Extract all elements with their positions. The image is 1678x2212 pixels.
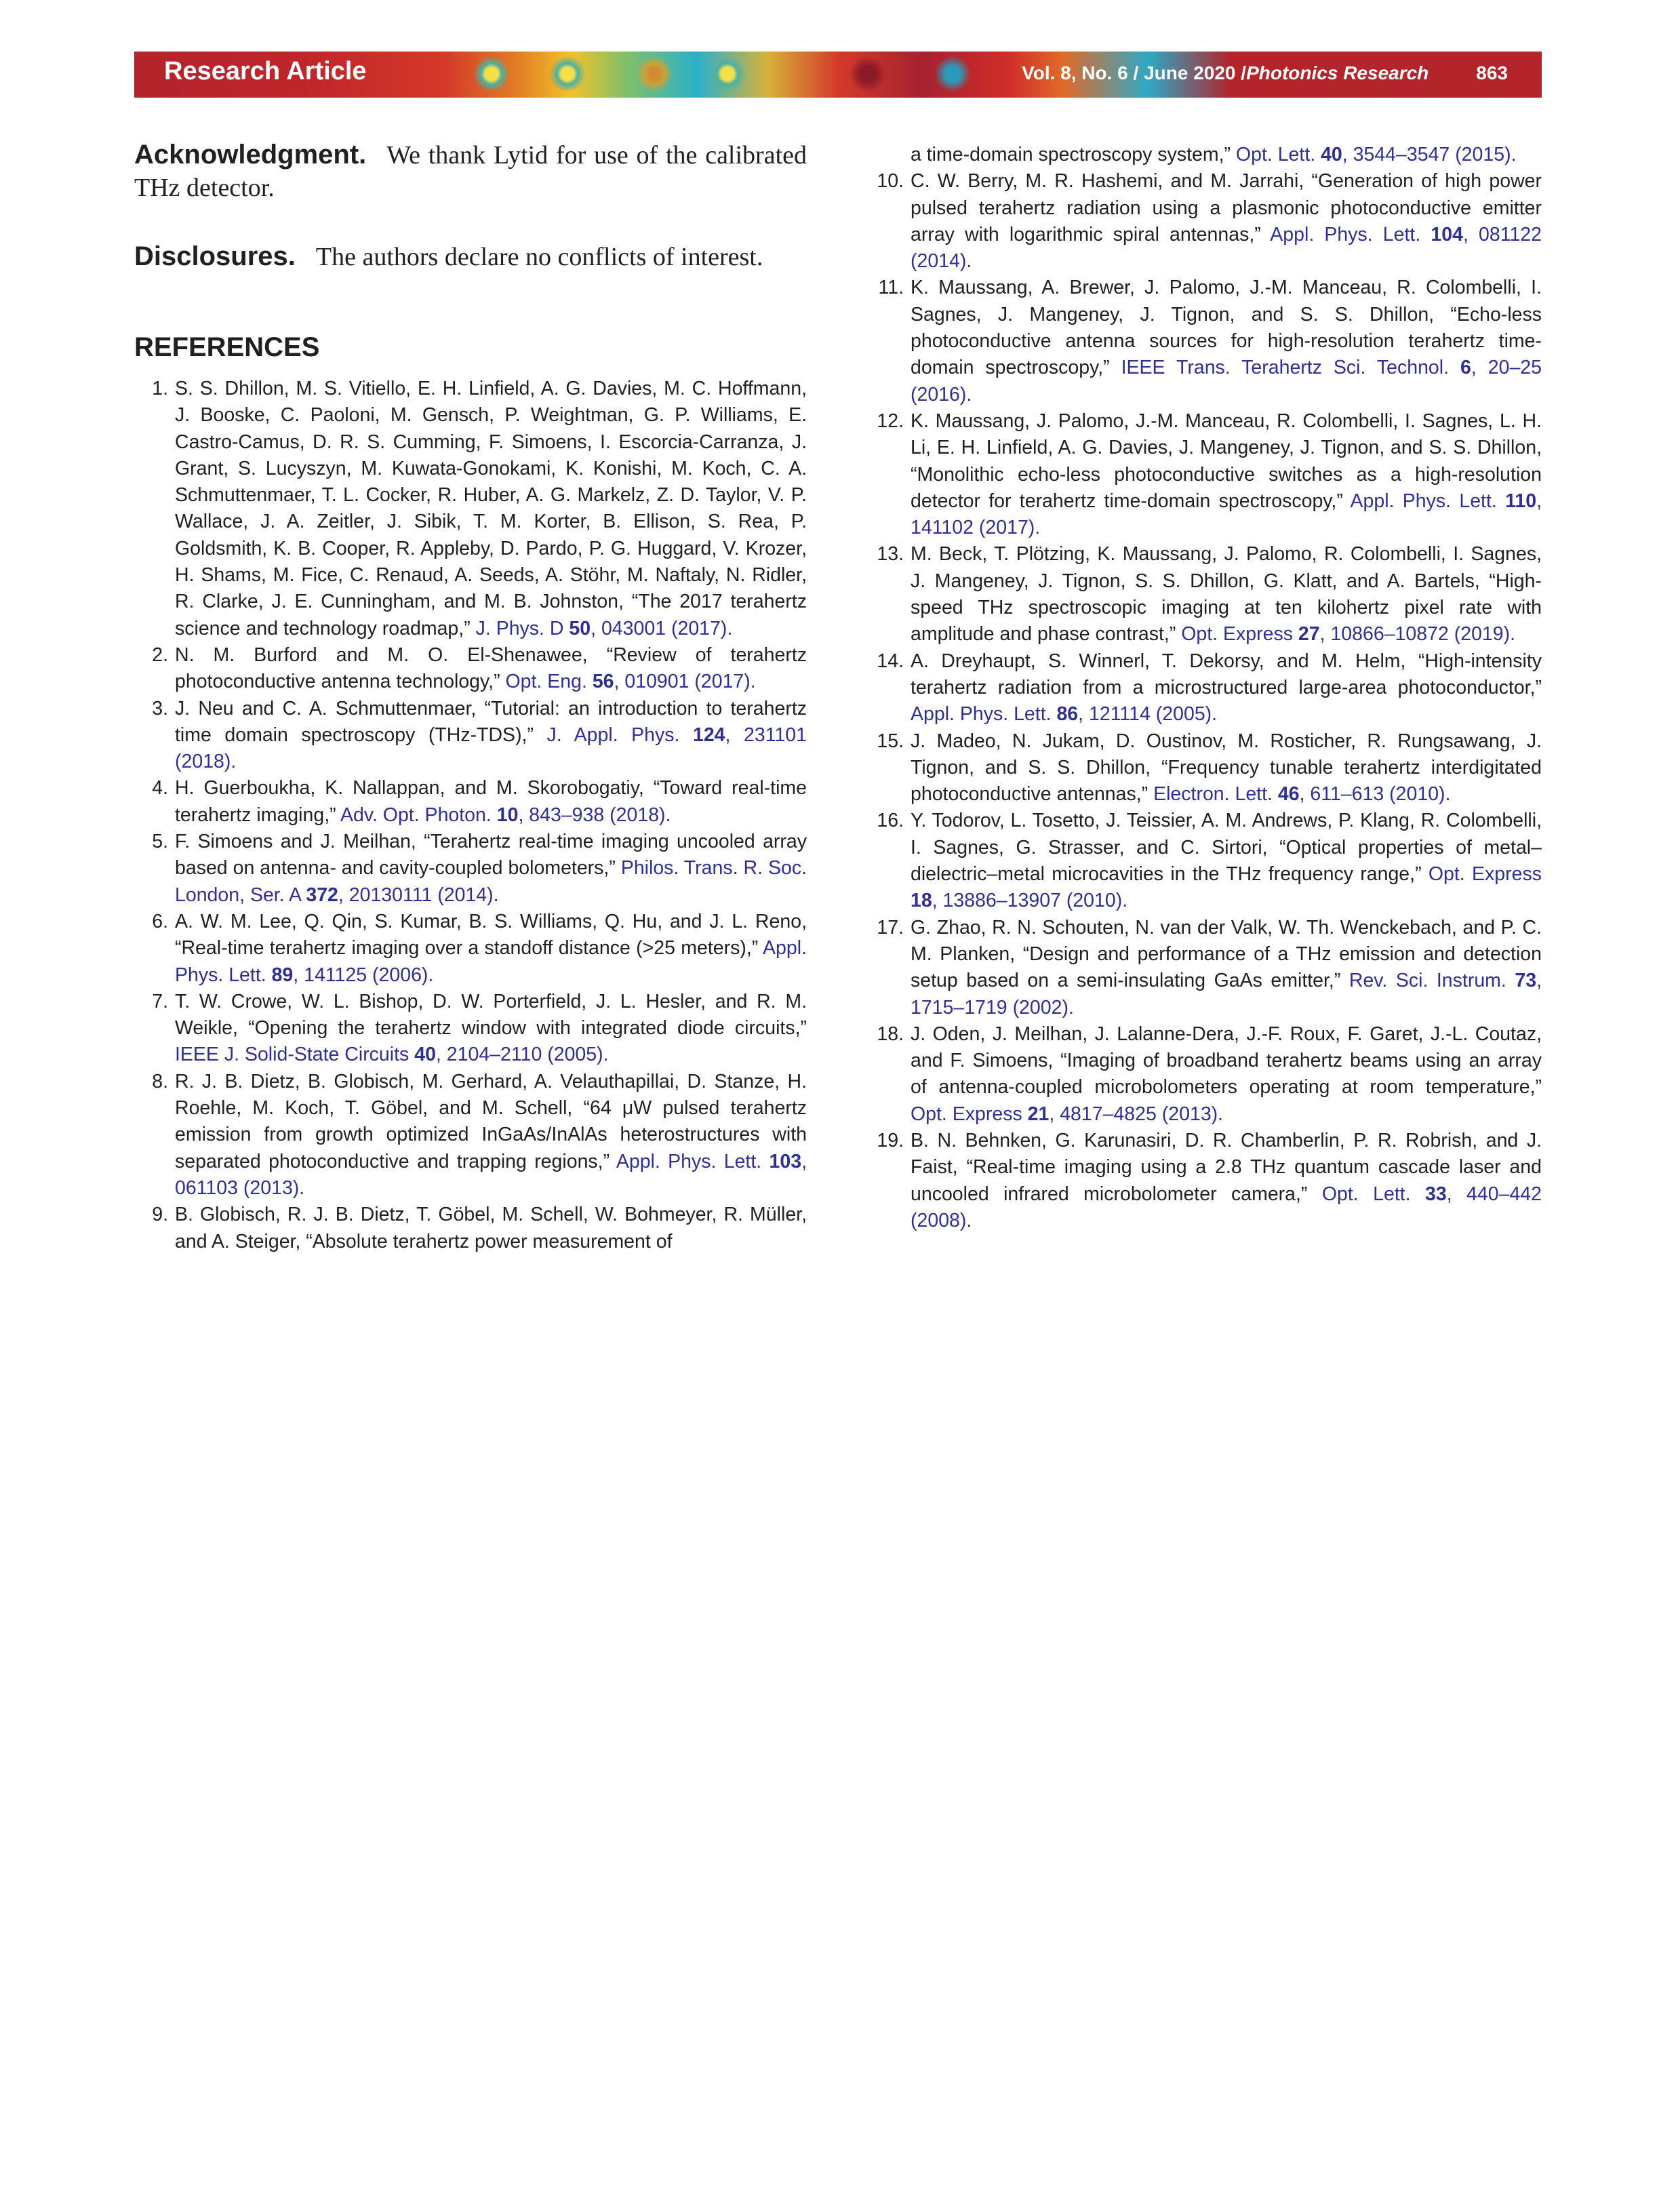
- reference-item: [134, 1202, 807, 1255]
- reference-pages: 13886–13907 (2010).: [942, 890, 1128, 912]
- references-left-column: [134, 376, 807, 1255]
- reference-link[interactable]: J. Appl. Phys. 124, 231101 (2018).: [175, 724, 807, 773]
- reference-pages: 20130111 (2014).: [348, 884, 499, 906]
- reference-journal: Opt. Lett.: [1321, 1183, 1411, 1205]
- reference-item: [870, 915, 1542, 1021]
- page-number: 863: [1476, 62, 1508, 83]
- reference-journal: Philos. Trans. R. Soc. London, Ser. A: [175, 857, 807, 906]
- reference-journal: Appl. Phys. Lett.: [1270, 223, 1421, 245]
- reference-volume: 124: [692, 724, 725, 746]
- reference-item: [870, 168, 1542, 275]
- acknowledgment-label: Acknowledgment.: [134, 140, 367, 170]
- reference-journal: Electron. Lett.: [1153, 783, 1273, 806]
- references-heading: REFERENCES: [134, 332, 320, 362]
- reference-volume: 27: [1298, 623, 1320, 646]
- reference-text: J. Neu and C. A. Schmuttenmaer, “Tutorial: an introduction to terahertz time domain spectroscopy (THz-TDS),”: [175, 697, 807, 746]
- reference-link[interactable]: Appl. Phys. Lett. 103, 061103 (2013).: [175, 1150, 807, 1199]
- reference-link[interactable]: Opt. Lett. 33, 440–442 (2008).: [911, 1183, 1542, 1231]
- reference-number: 6.: [152, 910, 168, 932]
- reference-journal: Opt. Eng.: [505, 671, 587, 693]
- reference-text: J. Madeo, N. Jukam, D. Oustinov, M. Rosticher, R. Rungsawang, J. Tignon, and S. S. Dhillon, “Frequency tunable terahertz interdigitated photoconductive antennas,”: [911, 730, 1542, 806]
- header-banner: [134, 52, 1542, 98]
- reference-item: [134, 829, 807, 909]
- reference-number: 8.: [152, 1070, 168, 1092]
- reference-pages: 141125 (2006).: [304, 964, 434, 986]
- reference-pages: 10866–10872 (2019).: [1330, 623, 1516, 646]
- acknowledgment: [134, 138, 807, 204]
- reference-number: 18.: [877, 1023, 904, 1045]
- reference-volume: 40: [414, 1044, 436, 1066]
- reference-text: N. M. Burford and M. O. El-Shenawee, “Review of terahertz photoconductive antenna technology,”: [175, 644, 807, 693]
- reference-text: J. Oden, J. Meilhan, J. Lalanne-Dera, J.-F. Roux, F. Garet, J.-L. Coutaz, and F. Simoens, “Imaging of broadband terahertz beams using an array of antenna-coupled microbolometers operating at room temperature,”: [911, 1023, 1542, 1099]
- reference-item: [134, 642, 807, 696]
- reference-journal: J. Appl. Phys.: [546, 724, 680, 746]
- reference-journal: Appl. Phys. Lett.: [1350, 490, 1497, 512]
- volume-info: Vol. 8, No. 6 / June 2020 /: [1022, 62, 1247, 83]
- reference-item: [134, 376, 807, 642]
- reference-volume: 56: [592, 671, 614, 693]
- reference-number: 17.: [877, 916, 904, 939]
- reference-number: 2.: [152, 644, 168, 666]
- reference-number: 10.: [877, 170, 904, 193]
- reference-number: 4.: [152, 777, 168, 799]
- reference-volume: 46: [1277, 783, 1300, 806]
- reference-journal: Rev. Sci. Instrum.: [1349, 970, 1506, 992]
- reference-journal: Opt. Express: [1181, 623, 1293, 646]
- reference-text: C. W. Berry, M. R. Hashemi, and M. Jarrahi, “Generation of high power pulsed terahertz radiation using a plasmonic photoconductive emitter array with logarithmic spiral antennas,”: [911, 170, 1542, 245]
- reference-text: Y. Todorov, L. Tosetto, J. Teissier, A. M. Andrews, P. Klang, R. Colombelli, I. Sagnes, G. Strasser, and C. Sirtori, “Optical properties of metal–dielectric–metal microcavities in the THz frequency range,”: [911, 810, 1542, 886]
- banner-decoration: [549, 56, 586, 92]
- banner-decoration: [934, 56, 971, 92]
- reference-journal: Appl. Phys. Lett.: [175, 937, 807, 986]
- reference-pages: 440–442 (2008).: [911, 1183, 1542, 1231]
- acknowledgment-text: We thank Lytid for use of the calibrated THz detector.: [134, 141, 807, 202]
- reference-link[interactable]: Opt. Eng. 56, 010901 (2017).: [505, 671, 756, 693]
- reference-text: B. Globisch, R. J. B. Dietz, T. Göbel, M. Schell, W. Bohmeyer, R. Müller, and A. Steiger, “Absolute terahertz power measurement of: [175, 1204, 807, 1252]
- reference-pages: 231101 (2018).: [175, 724, 807, 773]
- reference-number: 13.: [877, 543, 904, 566]
- references-right-column: [870, 142, 1542, 1234]
- reference-volume: 372: [306, 884, 338, 906]
- reference-volume: 33: [1425, 1183, 1447, 1205]
- journal-info: [1022, 62, 1508, 84]
- disclosures-label: Disclosures.: [134, 241, 296, 271]
- reference-item: [870, 1021, 1542, 1128]
- reference-text: S. S. Dhillon, M. S. Vitiello, E. H. Linfield, A. G. Davies, M. C. Hoffmann, J. Booske, C. Paoloni, M. Gensch, P. Weightman, G. P. Williams, E. Castro-Camus, D. R. S. Cumming, F. Simoens, I. Escorcia-Carranza, J. Grant, S. Lucyszyn, M. Kuwata-Gonokami, K. Konishi, M. Koch, C. A. Schmuttenmaer, T. L. Cocker, R. Huber, A. G. Markelz, Z. D. Taylor, V. P. Wallace, J. A. Zeitler, J. Sibik, T. M. Korter, B. Ellison, S. Rea, P. Goldsmith, K. B. Cooper, R. Appleby, D. Pardo, P. G. Huggard, V. Krozer, H. Shams, M. Fice, C. Renaud, A. Seeds, A. Stöhr, M. Naftaly, N. Ridler, R. Clarke, J. E. Cunningham, and M. B. Johnston, “The 2017 terahertz science and technology roadmap,”: [175, 378, 807, 639]
- reference-number: 9.: [152, 1204, 168, 1226]
- reference-volume: 18: [911, 890, 932, 912]
- reference-item: [870, 808, 1542, 914]
- reference-number: 12.: [877, 410, 904, 432]
- disclosures: [134, 240, 807, 273]
- reference-link[interactable]: Electron. Lett. 46, 611–613 (2010).: [1153, 783, 1451, 806]
- reference-number: 19.: [877, 1129, 904, 1151]
- reference-pages: 2104–2110 (2005).: [446, 1044, 609, 1066]
- reference-number: 7.: [152, 990, 168, 1012]
- reference-volume: 86: [1056, 703, 1079, 726]
- reference-link[interactable]: Appl. Phys. Lett. 110, 141102 (2017).: [911, 490, 1542, 539]
- reference-volume: 89: [271, 964, 294, 986]
- reference-number: 11.: [878, 277, 904, 299]
- reference-volume: 6: [1460, 357, 1471, 379]
- reference-number: 1.: [152, 378, 168, 399]
- reference-volume: 50: [569, 617, 591, 639]
- reference-link[interactable]: Appl. Phys. Lett. 86, 121114 (2005).: [911, 703, 1218, 726]
- reference-pages: 061103 (2013).: [175, 1177, 305, 1199]
- banner-decoration: [473, 56, 510, 92]
- journal-name: Photonics Research: [1246, 62, 1429, 83]
- reference-link[interactable]: Philos. Trans. R. Soc. London, Ser. A 372, 20130111 (2014).: [175, 857, 807, 906]
- reference-pages: 4817–4825 (2013).: [1060, 1103, 1224, 1125]
- reference-volume: 110: [1505, 490, 1537, 512]
- reference-text: H. Guerboukha, K. Nallappan, and M. Skorobogatiy, “Toward real-time terahertz imaging,”: [175, 777, 807, 826]
- reference-pages: 3544–3547 (2015).: [1353, 144, 1517, 165]
- reference-item: [134, 909, 807, 989]
- reference-pages: 081122 (2014).: [911, 223, 1542, 273]
- reference-link[interactable]: Opt. Express 18, 13886–13907 (2010).: [911, 863, 1542, 912]
- reference-item: [870, 275, 1542, 408]
- reference-number: 16.: [877, 810, 904, 832]
- reference-journal: Appl. Phys. Lett.: [911, 703, 1052, 726]
- reference-link[interactable]: Opt. Lett. 40, 3544–3547 (2015).: [1235, 144, 1517, 165]
- disclosures-text: The authors declare no conflicts of interest.: [315, 243, 763, 271]
- reference-volume: 40: [1321, 144, 1342, 165]
- reference-continuation: [870, 142, 1542, 168]
- reference-text: M. Beck, T. Plötzing, K. Maussang, J. Palomo, R. Colombelli, I. Sagnes, J. Mangeney, J. Tignon, S. S. Dhillon, G. Klatt, and A. Bartels, “High-speed THz spectroscopic imaging at ten kilohertz pixel rate with amplitude and phase contrast,”: [911, 543, 1542, 646]
- reference-pages: 010901 (2017).: [624, 671, 756, 693]
- reference-journal: J. Phys. D: [475, 617, 564, 639]
- reference-volume: 21: [1027, 1103, 1050, 1125]
- reference-journal: IEEE Trans. Terahertz Sci. Technol.: [1121, 357, 1450, 379]
- reference-text: K. Maussang, J. Palomo, J.-M. Manceau, R. Colombelli, I. Sagnes, L. H. Li, E. H. Linfield, A. G. Davies, J. Mangeney, J. Tignon, and S. S. Dhillon, “Monolithic echo-less photoconductive switches as a high-resolution detector for terahertz time-domain spectroscopy,”: [911, 410, 1542, 512]
- reference-item: [134, 1069, 807, 1202]
- reference-journal: Opt. Lett.: [1235, 144, 1316, 165]
- reference-text: T. W. Crowe, W. L. Bishop, D. W. Porterfield, J. L. Hesler, and R. M. Weikle, “Opening the terahertz window with integrated diode circuits,”: [175, 990, 807, 1040]
- reference-number: 5.: [152, 831, 168, 853]
- reference-text: F. Simoens and J. Meilhan, “Terahertz real-time imaging uncooled array based on antenna- and cavity-coupled bolometers,”: [175, 831, 807, 880]
- reference-text: B. N. Behnken, G. Karunasiri, D. R. Chamberlin, P. R. Robrish, and J. Faist, “Real-time imaging using a 2.8 THz quantum cascade laser and uncooled infrared microbolometer camera,”: [911, 1129, 1542, 1205]
- reference-link[interactable]: Opt. Express 21, 4817–4825 (2013).: [911, 1103, 1224, 1125]
- reference-journal: Appl. Phys. Lett.: [616, 1150, 762, 1172]
- reference-volume: 103: [769, 1150, 802, 1172]
- reference-link[interactable]: Adv. Opt. Photon. 10, 843–938 (2018).: [340, 804, 671, 826]
- reference-journal: Opt. Express: [911, 1103, 1022, 1125]
- reference-volume: 104: [1431, 223, 1463, 245]
- reference-text: a time-domain spectroscopy system,”: [911, 144, 1236, 165]
- reference-volume: 10: [496, 804, 519, 826]
- section-label: Research Article: [164, 57, 367, 85]
- reference-pages: 611–613 (2010).: [1310, 783, 1451, 806]
- reference-pages: 843–938 (2018).: [529, 804, 671, 826]
- reference-link[interactable]: IEEE Trans. Terahertz Sci. Technol. 6, 20–25 (2016).: [911, 357, 1542, 406]
- reference-pages: 043001 (2017).: [601, 617, 733, 639]
- reference-text: A. Dreyhaupt, S. Winnerl, T. Dekorsy, and M. Helm, “High-intensity terahertz radiation from a microstructured large-area photoconductor,”: [911, 650, 1542, 698]
- reference-number: 14.: [877, 650, 904, 672]
- reference-number: 15.: [877, 730, 904, 752]
- reference-pages: 1715–1719 (2002).: [911, 996, 1074, 1019]
- reference-text: G. Zhao, R. N. Schouten, N. van der Valk, W. Th. Wenckebach, and P. C. M. Planken, “Design and performance of a THz emission and detection setup based on a semi-insulating GaAs emitter,”: [911, 916, 1542, 992]
- reference-link[interactable]: J. Phys. D 50, 043001 (2017).: [475, 617, 733, 639]
- reference-text: R. J. B. Dietz, B. Globisch, M. Gerhard, A. Velauthapillai, D. Stanze, H. Roehle, M. Koch, T. Göbel, and M. Schell, “64 μW pulsed terahertz emission from growth optimized InGaAs/InAlAs heterostructures with separated photoconductive and trapping regions,”: [175, 1070, 807, 1172]
- reference-text: A. W. M. Lee, Q. Qin, S. Kumar, B. S. Williams, Q. Hu, and J. L. Reno, “Real-time terahertz imaging over a standoff distance (>25 meters),”: [175, 910, 807, 960]
- reference-item: [870, 728, 1542, 808]
- reference-item: [134, 989, 807, 1069]
- reference-item: [134, 775, 807, 829]
- banner-decoration: [709, 56, 746, 92]
- reference-link[interactable]: Appl. Phys. Lett. 89, 141125 (2006).: [175, 937, 807, 986]
- reference-pages: 121114 (2005).: [1089, 703, 1218, 726]
- reference-number: 3.: [152, 697, 168, 719]
- reference-item: [870, 1128, 1542, 1234]
- reference-item: [870, 541, 1542, 648]
- reference-item: [870, 648, 1542, 728]
- reference-link[interactable]: Rev. Sci. Instrum. 73, 1715–1719 (2002).: [911, 970, 1542, 1019]
- reference-link[interactable]: Appl. Phys. Lett. 104, 081122 (2014).: [911, 223, 1542, 273]
- reference-item: [870, 408, 1542, 541]
- banner-decoration: [636, 56, 673, 92]
- reference-journal: Adv. Opt. Photon.: [340, 804, 492, 826]
- reference-pages: 141102 (2017).: [911, 517, 1041, 539]
- reference-text: K. Maussang, A. Brewer, J. Palomo, J.-M. Manceau, R. Colombelli, I. Sagnes, J. Mangeney, J. Tignon, and S. S. Dhillon, “Echo-less photoconductive antenna sources for high-resolution terahertz time-domain spectroscopy,”: [911, 277, 1542, 379]
- reference-link[interactable]: IEEE J. Solid-State Circuits 40, 2104–2110 (2005).: [175, 1044, 609, 1066]
- reference-pages: 20–25 (2016).: [911, 357, 1542, 406]
- reference-volume: 73: [1515, 970, 1537, 992]
- banner-decoration: [850, 56, 886, 92]
- reference-journal: Opt. Express: [1428, 863, 1542, 886]
- reference-link[interactable]: Opt. Express 27, 10866–10872 (2019).: [1181, 623, 1516, 646]
- reference-item: [134, 696, 807, 776]
- reference-journal: IEEE J. Solid-State Circuits: [175, 1044, 409, 1066]
